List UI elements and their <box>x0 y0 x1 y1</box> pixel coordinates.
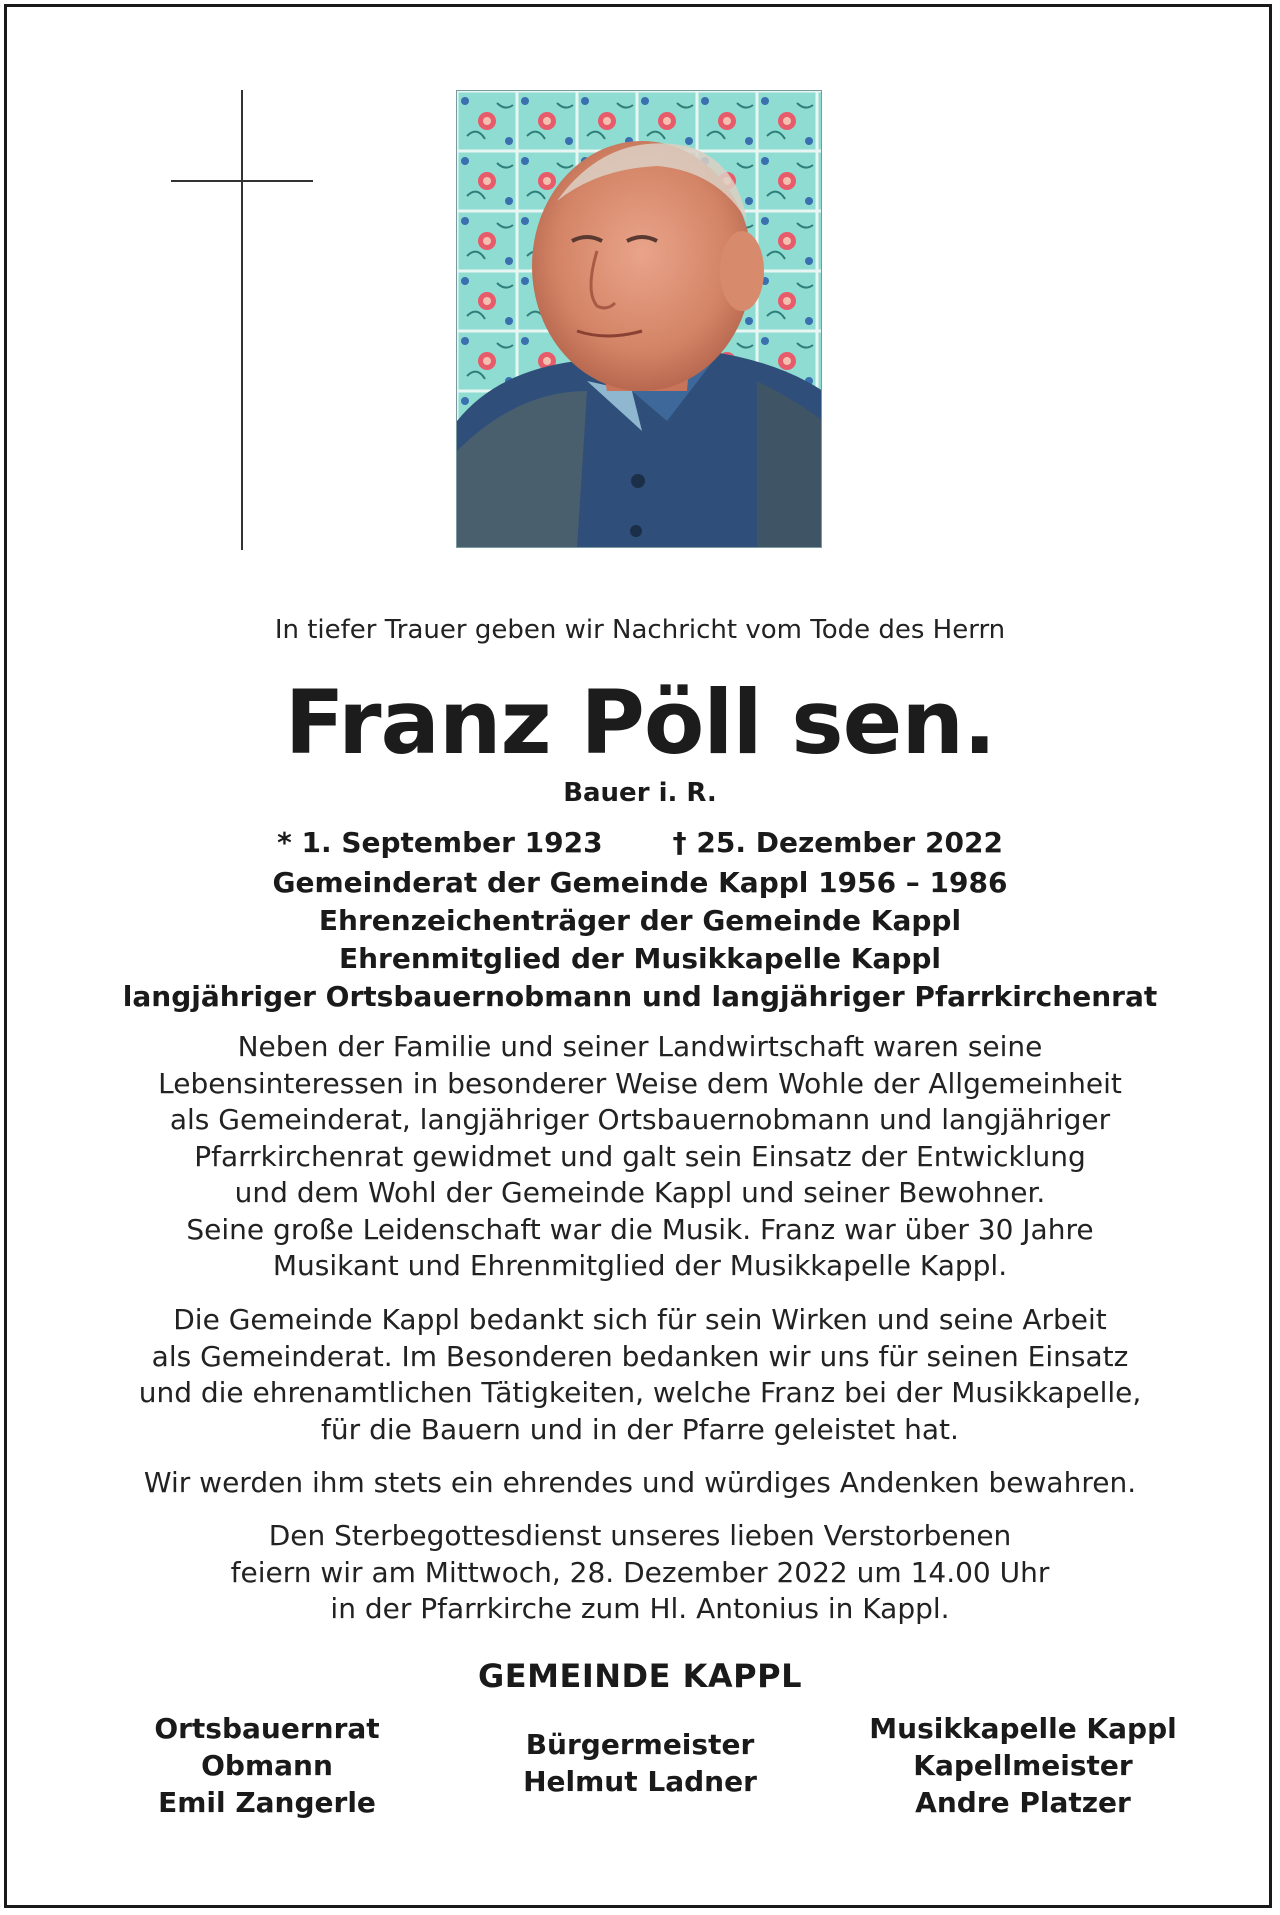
honor-line: Ehrenzeichenträger der Gemeinde Kappl <box>318 904 962 937</box>
text-line: Lebensinteressen in besonderer Weise dem Wohle der Allgemeinheit <box>158 1066 1122 1100</box>
signatory-line: Emil Zangerle <box>158 1786 376 1819</box>
text-line: Neben der Familie und seiner Landwirtschaft waren seine <box>237 1030 1043 1063</box>
text-line: Seine große Leidenschaft war die Musik. Franz war über 30 Jahre <box>186 1212 1094 1246</box>
signatory-line: Ortsbauernrat <box>154 1712 380 1745</box>
text-line: Den Sterbegottesdienst unseres lieben Verstorbenen <box>268 1519 1012 1552</box>
text-line: als Gemeinderat. Im Besonderen bedanken wir uns für seinen Einsatz <box>151 1339 1129 1373</box>
municipality-signoff: GEMEINDE KAPPL <box>478 1657 802 1695</box>
honors-list <box>0 864 1280 1016</box>
signatory-line: Helmut Ladner <box>523 1765 757 1798</box>
occupation: Bauer i. R. <box>563 778 717 808</box>
cross-horizontal-bar <box>171 180 313 182</box>
signatory-line: Bürgermeister <box>525 1728 755 1761</box>
deceased-name: Franz Pöll sen. <box>284 671 996 774</box>
funeral-service-paragraph <box>0 1518 1280 1628</box>
signatory-right <box>863 1710 1183 1821</box>
text-line: und die ehrenamtlichen Tätigkeiten, welche Franz bei der Musikkapelle, <box>138 1376 1142 1409</box>
text-line: Pfarrkirchenrat gewidmet und galt sein Einsatz der Entwicklung <box>194 1139 1086 1173</box>
text-line: feiern wir am Mittwoch, 28. Dezember 2022 um 14.00 Uhr <box>230 1555 1050 1589</box>
honor-line: Ehrenmitglied der Musikkapelle Kappl <box>339 942 941 975</box>
thanks-paragraph <box>0 1302 1280 1448</box>
signatory-line: Kapellmeister <box>913 1749 1133 1782</box>
intro-text: In tiefer Trauer geben wir Nachricht vom Tode des Herrn <box>274 615 1006 645</box>
text-line: in der Pfarrkirche zum Hl. Antonius in Kappl. <box>330 1592 950 1625</box>
text-line: als Gemeinderat, langjähriger Ortsbauernobmann und langjähriger <box>169 1103 1111 1136</box>
honor-line: langjähriger Ortsbauernobmann und langjähriger Pfarrkirchenrat <box>122 980 1158 1013</box>
signatory-line: Obmann <box>201 1749 333 1782</box>
cross-vertical-bar <box>241 90 243 550</box>
birth-date: * 1. September 1923 <box>277 826 603 859</box>
text-line: und dem Wohl der Gemeinde Kappl und seiner Bewohner. <box>234 1176 1046 1209</box>
life-dates <box>0 826 1280 859</box>
signatory-left <box>117 1710 417 1821</box>
signatory-middle <box>490 1726 790 1800</box>
text-line: Wir werden ihm stets ein ehrendes und würdiges Andenken bewahren. <box>143 1466 1137 1499</box>
text-line: Die Gemeinde Kappl bedankt sich für sein Wirken und seine Arbeit <box>173 1303 1107 1336</box>
death-date: † 25. Dezember 2022 <box>672 826 1003 859</box>
signatory-line: Andre Platzer <box>915 1786 1131 1819</box>
biography-paragraph <box>0 1029 1280 1285</box>
remembrance-paragraph <box>0 1465 1280 1502</box>
signatory-line: Musikkapelle Kappl <box>869 1712 1177 1745</box>
honor-line: Gemeinderat der Gemeinde Kappl 1956 – 1986 <box>272 866 1008 899</box>
portrait-photo <box>456 90 822 548</box>
text-line: für die Bauern und in der Pfarre geleistet hat. <box>321 1412 959 1446</box>
text-line: Musikant und Ehrenmitglied der Musikkapelle Kappl. <box>272 1249 1008 1282</box>
